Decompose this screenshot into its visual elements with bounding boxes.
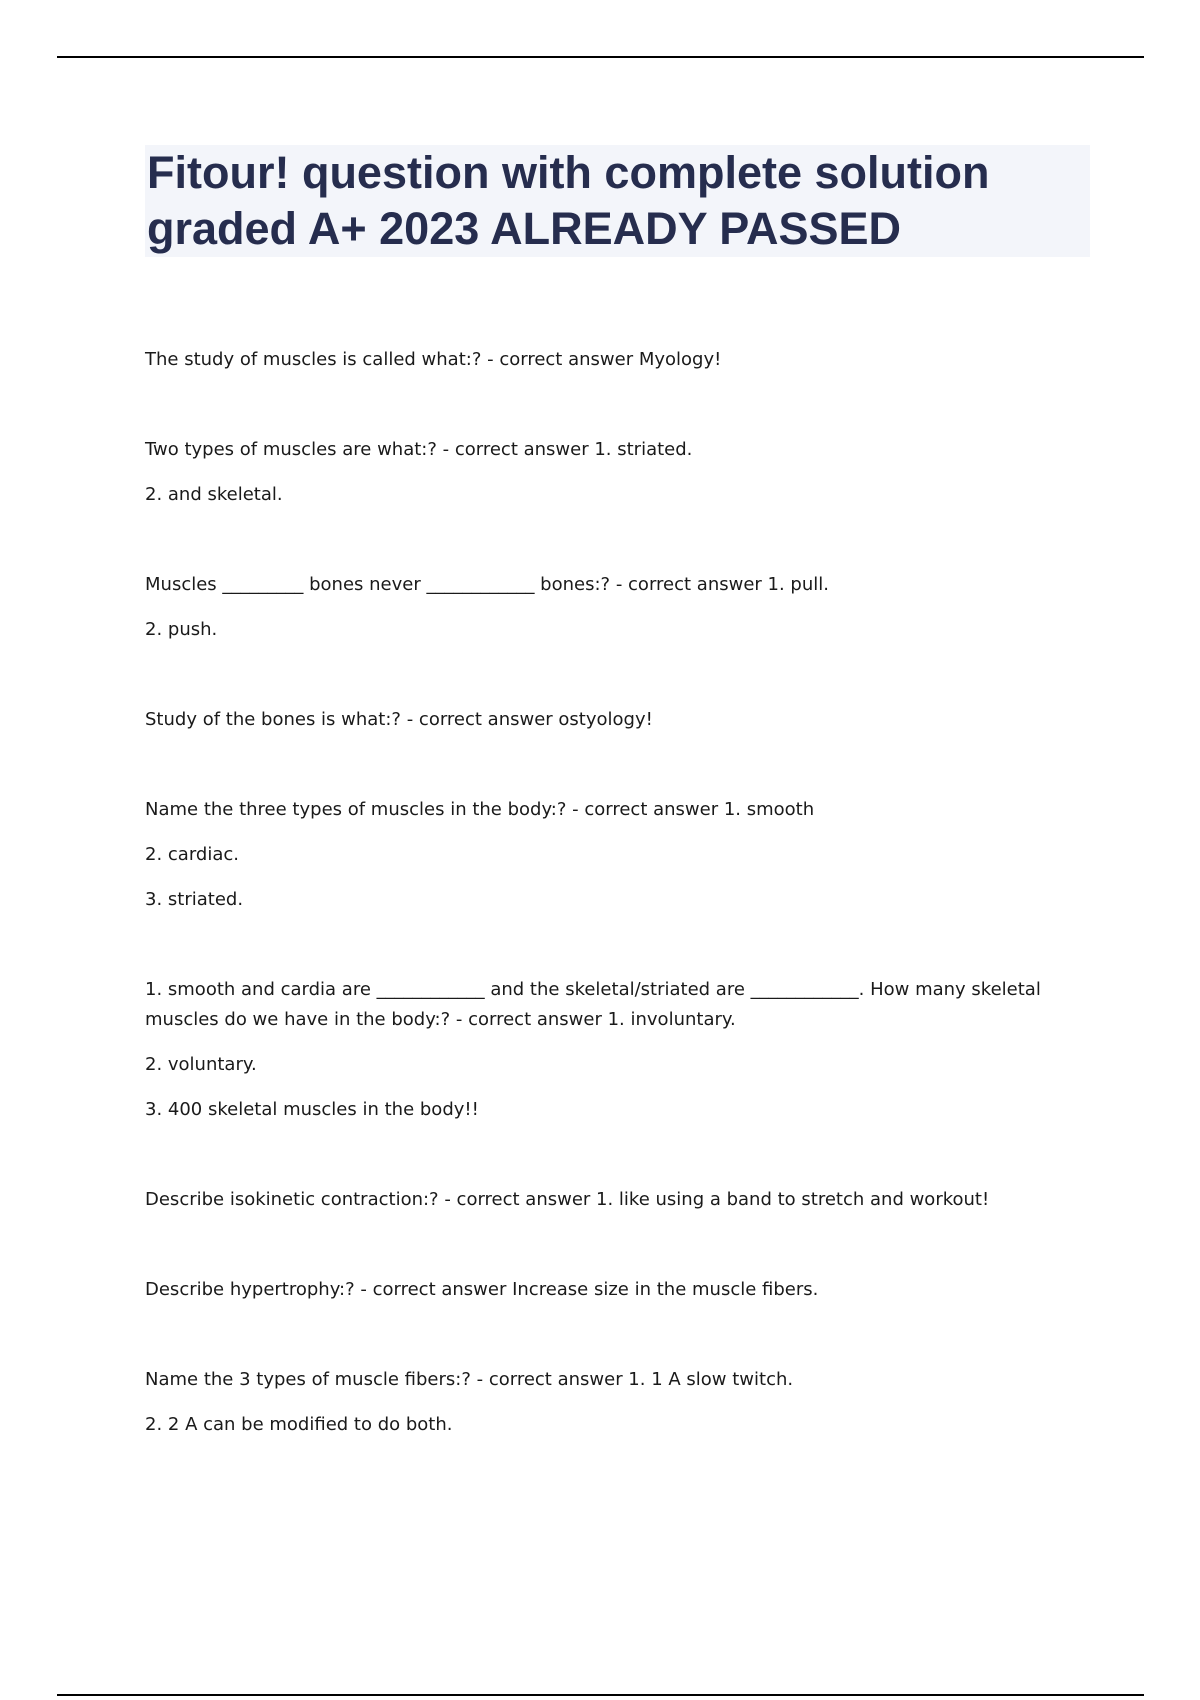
qa-item — [145, 975, 1100, 1125]
question-answer-line: Two types of muscles are what:? - correct answer 1. striated. — [145, 439, 693, 460]
qa-item — [145, 705, 1100, 735]
answer-continuation-line: 2. voluntary. — [145, 1054, 257, 1075]
question-answer-line: The study of muscles is called what:? - correct answer Myology! — [145, 349, 722, 370]
answer-continuation-line: 2. 2 A can be modified to do both. — [145, 1414, 453, 1435]
qa-item — [145, 570, 1100, 645]
answer-continuation-line: 2. push. — [145, 619, 218, 640]
question-answer-line: Name the 3 types of muscle fibers:? - correct answer 1. 1 A slow twitch. — [145, 1369, 794, 1390]
qa-item — [145, 795, 1100, 915]
qa-item — [145, 1275, 1100, 1305]
question-answer-line: 1. smooth and cardia are ____________ and the skeletal/striated are ____________. How many skeletal muscles do we have in the body:? - correct answer 1. involuntary. — [145, 979, 1041, 1030]
title-line-1: Fitour! question with complete solution — [147, 147, 990, 198]
question-answer-line: Describe isokinetic contraction:? - correct answer 1. like using a band to stretch and workout! — [145, 1189, 990, 1210]
title-line-2: graded A+ 2023 ALREADY PASSED — [147, 203, 901, 254]
header-rule — [57, 56, 1144, 58]
question-answer-line: Study of the bones is what:? - correct answer ostyology! — [145, 709, 653, 730]
document-title-block — [145, 145, 1090, 257]
qa-list — [145, 345, 1100, 1500]
question-answer-line: Describe hypertrophy:? - correct answer Increase size in the muscle fibers. — [145, 1279, 819, 1300]
question-answer-line: Name the three types of muscles in the body:? - correct answer 1. smooth — [145, 799, 815, 820]
footer-rule — [57, 1694, 1144, 1696]
question-answer-line: Muscles _________ bones never ____________ bones:? - correct answer 1. pull. — [145, 574, 829, 595]
answer-continuation-line: 3. 400 skeletal muscles in the body!! — [145, 1099, 479, 1120]
qa-item — [145, 435, 1100, 510]
qa-item — [145, 345, 1100, 375]
document-title — [147, 145, 1090, 257]
qa-item — [145, 1185, 1100, 1215]
qa-item — [145, 1365, 1100, 1440]
answer-continuation-line: 2. cardiac. — [145, 844, 239, 865]
answer-continuation-line: 3. striated. — [145, 889, 244, 910]
answer-continuation-line: 2. and skeletal. — [145, 484, 283, 505]
